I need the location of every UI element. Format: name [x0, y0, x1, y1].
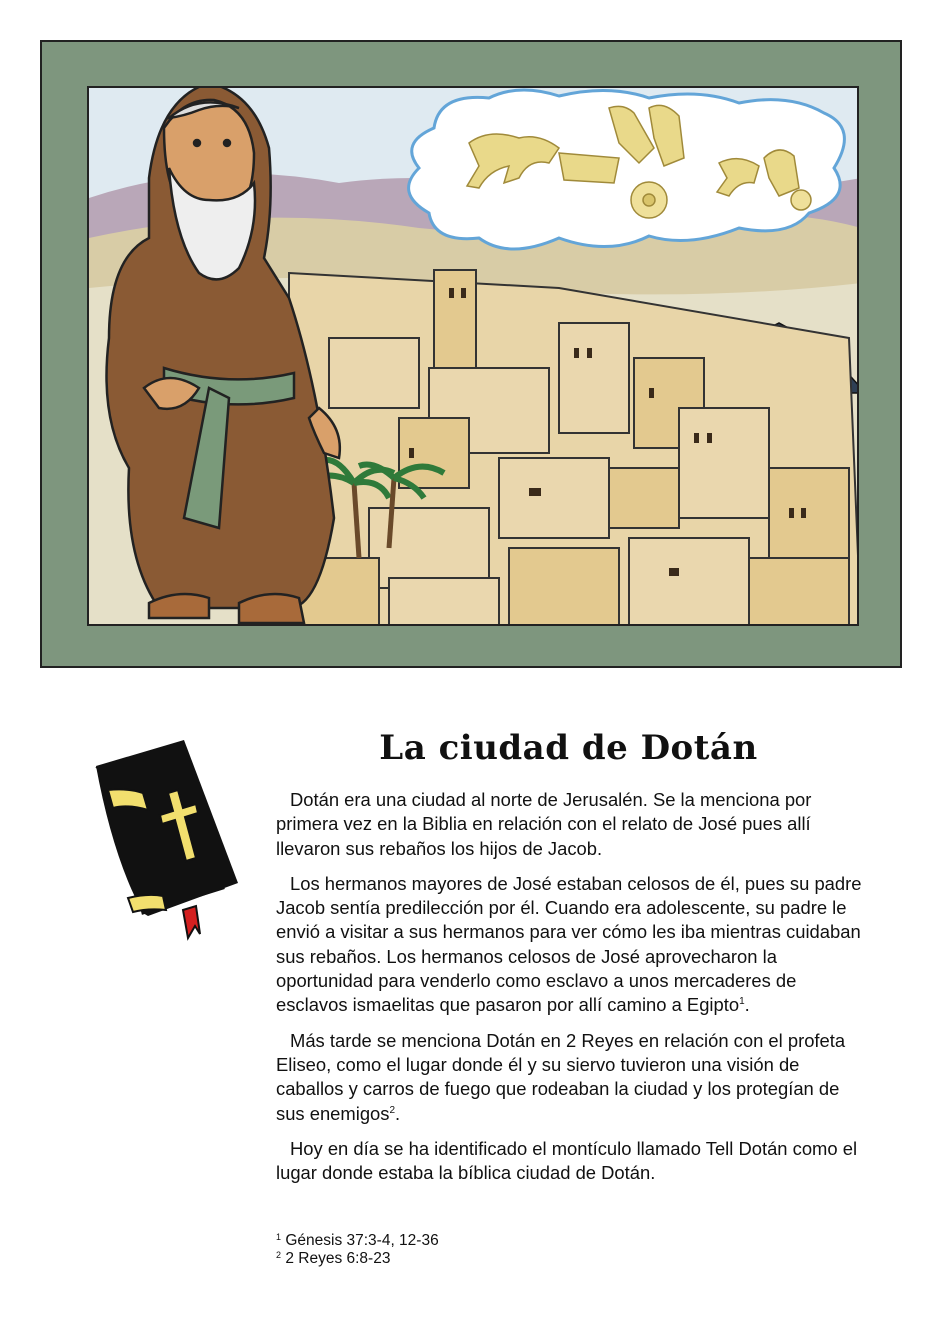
- footnote-ref: 1: [739, 996, 745, 1008]
- paragraph: Dotán era una ciudad al norte de Jerusalén. Se la menciona por primera vez en la Biblia en relación con el relato de José pues allí llevaron sus rebaños los hijos de Jacob.: [276, 789, 812, 859]
- page-title: La ciudad de Dotán: [379, 728, 758, 768]
- footnote-ref: 2: [389, 1104, 396, 1116]
- dothan-illustration: [89, 88, 859, 626]
- illustration-frame: [40, 40, 902, 668]
- illustration-scene: [87, 86, 859, 626]
- footnotes: [276, 1232, 676, 1268]
- bible-icon: [88, 738, 243, 943]
- paragraph: Los hermanos mayores de José estaban celosos de él, pues su padre Jacob sentía predilección por él. Cuando era adolescente, su padre le envió a visitar a sus hermanos para ver cómo les iba mientras cuidaban sus rebaños. Los hermanos celosos de José aprovecharon la oportunidad para venderlo como esclavo a unos mercaderes de esclavos ismaelitas que pasaron por allí camino a Egipto$^1$.: [276, 872, 862, 1016]
- paragraph: Hoy en día se ha identificado el montículo llamado Tell Dotán como el lugar donde estaba la bíblica ciudad de Dotán.: [276, 1137, 858, 1184]
- footnote-item: $^1$ Génesis 37:3-4, 12-36: [276, 1232, 439, 1249]
- article-body: [276, 788, 868, 1196]
- paragraph: Más tarde se menciona Dotán en 2 Reyes en relación con el profeta Eliseo, como el lugar donde él y su siervo tuvieron una visión de caballos y carros de fuego que rodeaban la ciudad y los protegían de sus enemigos$^2$.: [276, 1029, 846, 1124]
- footnote-item: $^2$ 2 Reyes 6:8-23: [276, 1250, 391, 1267]
